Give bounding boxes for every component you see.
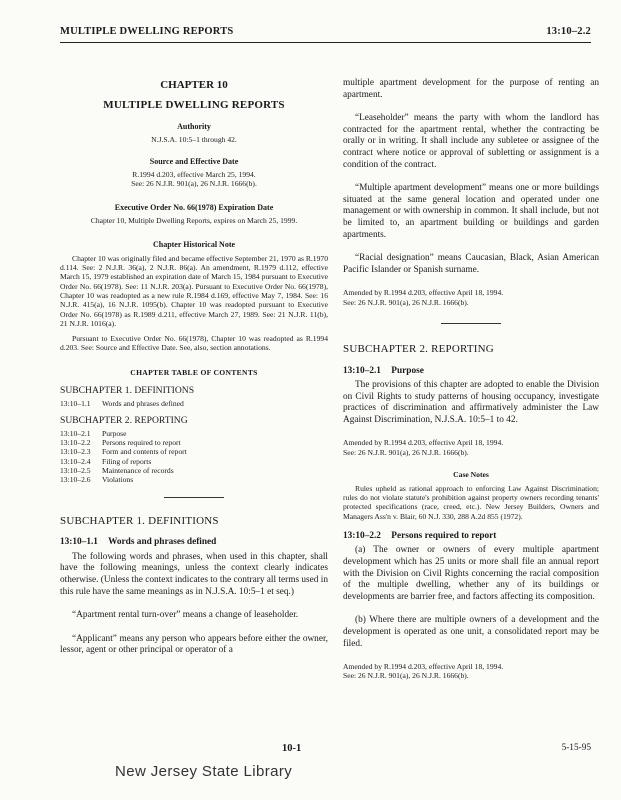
- toc-item-title: Filing of reports: [102, 456, 152, 466]
- section-heading: [343, 531, 599, 543]
- section-divider: [441, 323, 501, 324]
- page-folio: 10-1: [282, 743, 302, 754]
- historical-note-p1: Chapter 10 was originally filed and became effective September 21, 1970 as R.1970 d.114. See: 2 N.J.R. 36(a), 2 N.J.R. 86(a). An amendment, R.1979 d.112, effective March 15, 1979 established an expiration date of March 15, 1984 pursuant to Executive Order No. 66(1978). See: 11 N.J.R. 203(a). Pursuant to Executive Order No. 66(1978), Chapter 10 was readopted as a new rule R.1984 d.169, effective May 7, 1984. See: 16 N.J.R. 415(a), 16 N.J.R. 1095(b). Chapter 10 was readopted pursuant to Executive Order No. 66(1978) as R.1989 d.211, effective March 27, 1989. See: 21 N.J.R. 11(b), 21 N.J.R. 1016(a).: [60, 253, 328, 328]
- toc-item-title: Violations: [102, 475, 134, 485]
- chapter-number: CHAPTER 10: [160, 79, 228, 91]
- authority-label: Authority: [177, 122, 211, 132]
- section-heading: [343, 366, 599, 378]
- exec-order-label: Executive Order No. 66(1978) Expiration Date: [114, 203, 274, 213]
- authority-text: N.J.S.A. 10:5–1 through 42.: [151, 134, 237, 144]
- amendment-note: Amended by R.1994 d.203, effective April 18, 1994.: [343, 288, 504, 298]
- right-column: [343, 50, 599, 681]
- left-column: [60, 50, 328, 657]
- exec-order-text: Chapter 10, Multiple Dwelling Reports, expires on March 25, 1999.: [90, 215, 298, 225]
- source-line-2: See: 26 N.J.R. 901(a), 26 N.J.R. 1666(b).: [131, 178, 257, 188]
- subchapter-1-heading: SUBCHAPTER 1. DEFINITIONS: [60, 514, 219, 527]
- source-line-1: R.1994 d.203, effective March 25, 1994.: [132, 169, 256, 179]
- purpose-text: The provisions of this chapter are adopted to enable the Division on Civil Rights to study patterns of housing occupancy, investigate practices of discrimination and affirmatively administer the Law Against Discrimination, N.J.S.A. 10:5–1 to 42.: [343, 380, 599, 425]
- toc-item: [60, 429, 328, 438]
- toc-item: [60, 457, 328, 466]
- toc-item: [60, 399, 328, 408]
- definition-multiple-apartment: “Multiple apartment development” means one or more buildings situated at the same general location and operated under one management or with ownership in common. It shall include, but not be limited to, an apartment building or buildings and garden apartments.: [343, 183, 599, 240]
- section-title: Words and phrases defined: [108, 537, 217, 548]
- historical-note-label: Chapter Historical Note: [152, 240, 236, 250]
- toc-subchapter-1: SUBCHAPTER 1. DEFINITIONS: [60, 385, 195, 397]
- definition-turnover: “Apartment rental turn-over” means a change of leaseholder.: [72, 610, 299, 621]
- toc-item-number: 13:10–2.1: [60, 428, 91, 438]
- definition-leaseholder: “Leaseholder” means the party with whom the landlord has contracted for the apartment rental, whether the contracting be orally or in writing. It shall include any subletee or assignee of the contract where notice or approval of subletting or assignment is a condition of the contract.: [343, 113, 599, 170]
- paragraph-b: (b) Where there are multiple owners of a development and the development is operated as one unit, a consolidated report may be filed.: [343, 615, 599, 649]
- section-heading: [60, 537, 328, 549]
- toc-item-number: 13:10–2.2: [60, 438, 91, 448]
- section-title: Persons required to report: [391, 530, 497, 541]
- definitions-intro: The following words and phrases, when used in this chapter, shall have the following meanings, unless the context clearly indicates otherwise. (Unless the context indicates to the contrary all terms used in this rule have the same meanings as in N.J.S.A. 10:5–1 et seq.): [60, 551, 328, 597]
- chapter-title: MULTIPLE DWELLING REPORTS: [103, 98, 285, 111]
- toc-item-number: 13:10–1.1: [60, 398, 91, 408]
- page-date: 5-15-95: [561, 743, 591, 753]
- amendment-reference: See: 26 N.J.R. 901(a), 26 N.J.R. 1666(b).: [343, 671, 469, 681]
- toc-item-title: Persons required to report: [102, 438, 181, 448]
- section-divider: [164, 497, 224, 498]
- toc-title: CHAPTER TABLE OF CONTENTS: [130, 367, 258, 377]
- definition-applicant-continued: multiple apartment development for the purpose of renting an apartment.: [343, 78, 599, 100]
- case-notes-label: Case Notes: [453, 470, 489, 480]
- library-stamp: New Jersey State Library: [115, 763, 293, 780]
- section-title: Purpose: [391, 365, 424, 376]
- toc-item-title: Purpose: [102, 428, 127, 438]
- toc-item: [60, 475, 328, 484]
- section-number: 13:10–1.1: [60, 537, 98, 548]
- toc-item-title: Words and phrases defined: [102, 398, 184, 408]
- toc-item: [60, 438, 328, 447]
- source-label: Source and Effective Date: [149, 157, 239, 167]
- amendment-note: Amended by R.1994 d.203, effective April 18, 1994.: [343, 662, 504, 672]
- running-head: [60, 26, 591, 43]
- toc-item-number: 13:10–2.6: [60, 475, 91, 485]
- amendment-reference: See: 26 N.J.R. 901(a), 26 N.J.R. 1666(b).: [343, 297, 469, 307]
- section-number: 13:10–2.1: [343, 365, 381, 376]
- amendment-note: Amended by R.1994 d.203, effective April 18, 1994.: [343, 438, 504, 448]
- toc-item-number: 13:10–2.3: [60, 447, 91, 457]
- historical-note-p2: Pursuant to Executive Order No. 66(1978), Chapter 10 was readopted as R.1994 d.203. See: Source and Effective Date. See, also, section annotations.: [60, 334, 328, 353]
- subchapter-2-heading: SUBCHAPTER 2. REPORTING: [343, 342, 494, 355]
- toc-item-number: 13:10–2.4: [60, 456, 91, 466]
- toc-subchapter-2: SUBCHAPTER 2. REPORTING: [60, 415, 188, 427]
- running-head-title: MULTIPLE DWELLING REPORTS: [60, 26, 234, 37]
- running-head-section: 13:10–2.2: [546, 26, 591, 37]
- toc-item-title: Maintenance of records: [102, 465, 174, 475]
- toc-item: [60, 447, 328, 456]
- definition-racial-designation: “Racial designation” means Caucasian, Black, Asian American Pacific Islander or Spanish surname.: [343, 253, 599, 275]
- amendment-reference: See: 26 N.J.R. 901(a), 26 N.J.R. 1666(b).: [343, 447, 469, 457]
- toc-item-title: Form and contents of report: [102, 447, 187, 457]
- paragraph-a: (a) The owner or owners of every multiple apartment development which has 25 units or more shall file an annual report with the Division on Civil Rights concerning the racial composition of the multiple dwelling, whether any of its buildings or developments are barrier free, and factors affecting its composition.: [343, 545, 599, 602]
- section-number: 13:10–2.2: [343, 530, 381, 541]
- definition-applicant: “Applicant” means any person who appears before either the owner, lessor, agent or other principal or operator of a: [60, 633, 328, 656]
- toc-item-number: 13:10–2.5: [60, 465, 91, 475]
- toc-item: [60, 466, 328, 475]
- case-notes-text: Rules upheld as rational approach to enforcing Law Against Discrimination; rules do not violate statute's prohibition against property owners recording tenants' protected specifications (race, creed, etc.). New Jersey Builders, Owners and Managers Ass'n v. Blair, 60 N.J. 330, 288 A.2d 855 (1972).: [343, 483, 599, 521]
